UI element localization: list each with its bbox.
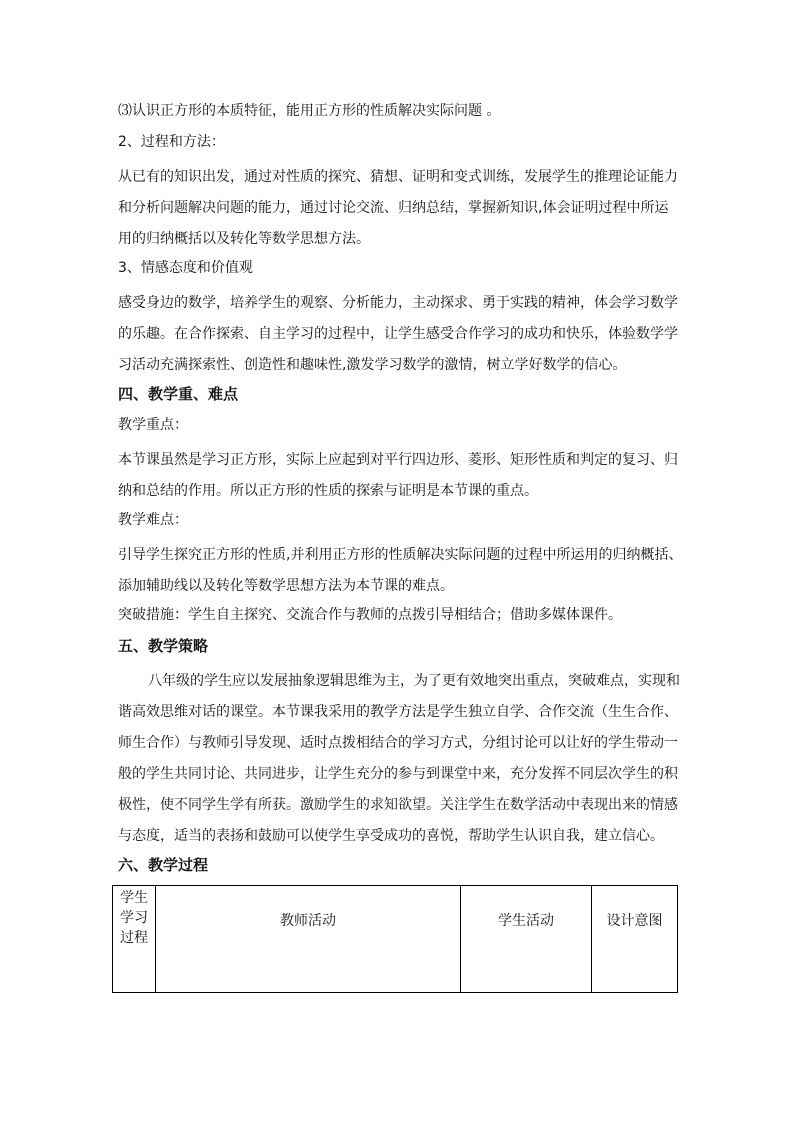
emotion-title: 3、情感态度和价值观 bbox=[118, 260, 253, 276]
cell-line: 学习 bbox=[120, 910, 148, 926]
breakthrough-measures: 突破措施：学生自主探究、交流合作与教师的点拨引导相结合；借助多媒体课件。 bbox=[118, 607, 622, 623]
paragraph-line: 用的归纳概括以及转化等数学思想方法。 bbox=[118, 231, 370, 247]
paragraph-line: 极性，使不同学生学有所获。激励学生的求知欲望。关注学生在数学活动中表现出来的情感 bbox=[118, 797, 678, 813]
teaching-process-table bbox=[112, 885, 678, 993]
paragraph-line: 和分析问题解决问题的能力，通过讨论交流、归纳总结，掌握新知识,体会证明过程中所运 bbox=[118, 200, 669, 216]
table-row bbox=[113, 886, 678, 993]
paragraph-line: 习活动充满探索性、创造性和趣味性,激发学习数学的激情，树立学好数学的信心。 bbox=[118, 357, 627, 373]
paragraph-line: 谐高效思维对话的课堂。本节课我采用的教学方法是学生独立自学、合作交流（生生合作、 bbox=[118, 704, 678, 720]
objective-item-3: ⑶认识正方形的本质特征，能用正方形的性质解决实际问题 。 bbox=[118, 103, 501, 119]
table-cell-design-intent: 设计意图 bbox=[592, 886, 678, 993]
paragraph-line: 般的学生共同讨论、共同进步，让学生充分的参与到课堂中来，充分发挥不同层次学生的积 bbox=[118, 766, 678, 782]
table-cell-learning-process bbox=[113, 886, 156, 993]
paragraph-line: 感受身边的数学，培养学生的观察、分析能力，主动探求、勇于实践的精神，体会学习数学 bbox=[118, 295, 678, 311]
process-method-title: 2、过程和方法： bbox=[118, 134, 225, 150]
paragraph-line: 的乐趣。在合作探索、自主学习的过程中，让学生感受合作学习的成功和快乐，体验数学学 bbox=[118, 326, 678, 342]
cell-line: 过程 bbox=[120, 930, 148, 946]
section-heading-process: 六、教学过程 bbox=[118, 856, 209, 874]
process-method-paragraph bbox=[118, 162, 684, 255]
paragraph-line: 添加辅助线以及转化等数学思想方法为本节课的难点。 bbox=[118, 578, 454, 594]
paragraph-line: 从已有的知识出发，通过对性质的探究、猜想、证明和变式训练，发展学生的推理论证能力 bbox=[118, 169, 678, 185]
key-points-label: 教学重点： bbox=[118, 417, 188, 433]
paragraph-line: 与态度，适当的表扬和鼓励可以使学生享受成功的喜悦，帮助学生认识自我，建立信心。 bbox=[118, 828, 664, 844]
section-heading-key-difficult: 四、教学重、难点 bbox=[118, 385, 239, 403]
difficulty-label: 教学难点： bbox=[118, 512, 188, 528]
paragraph-line: 师生合作）与教师引导发现、适时点拨相结合的学习方式，分组讨论可以让好的学生带动一 bbox=[118, 735, 678, 751]
section-heading-strategy: 五、教学策略 bbox=[118, 637, 209, 655]
strategy-paragraph bbox=[118, 666, 684, 852]
paragraph-line: 本节课虽然是学习正方形，实际上应起到对平行四边形、菱形、矩形性质和判定的复习、归 bbox=[118, 452, 678, 468]
difficulty-paragraph bbox=[118, 540, 684, 602]
cell-line: 学生 bbox=[120, 890, 148, 906]
table-cell-teacher-activity: 教师活动 bbox=[156, 886, 461, 993]
paragraph-line: 引导学生探究正方形的性质,并利用正方形的性质解决实际问题的过程中所运用的归纳概括、 bbox=[118, 547, 683, 563]
table-cell-student-activity: 学生活动 bbox=[461, 886, 592, 993]
key-points-paragraph bbox=[118, 445, 684, 507]
paragraph-line: 八年级的学生应以发展抽象逻辑思维为主，为了更有效地突出重点，突破难点，实现和 bbox=[148, 673, 680, 689]
emotion-paragraph bbox=[118, 288, 684, 381]
paragraph-line: 纳和总结的作用。所以正方形的性质的探索与证明是本节课的重点。 bbox=[118, 483, 538, 499]
